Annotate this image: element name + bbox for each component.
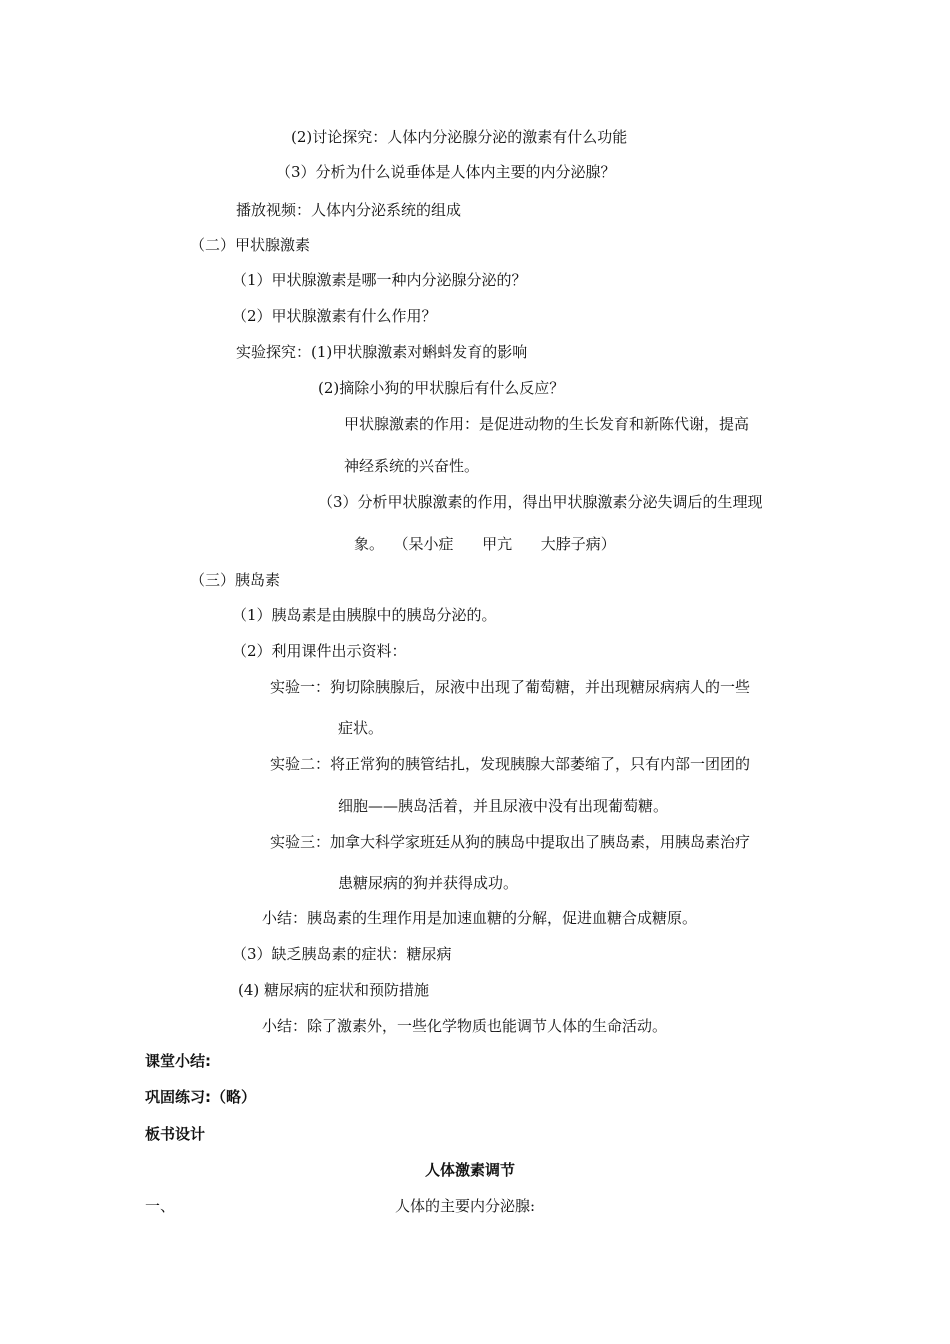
text-line: （2）甲状腺激素有什么作用？ bbox=[232, 307, 437, 325]
section-heading: （三）胰岛素 bbox=[190, 571, 281, 589]
text-line: （2）利用课件出示资料： bbox=[232, 642, 407, 660]
text-line: 象。 （呆小症 甲亢 大脖子病） bbox=[354, 535, 616, 553]
text-line: (2)摘除小狗的甲状腺后有什么反应？ bbox=[318, 379, 565, 397]
text-line: 患糖尿病的狗并获得成功。 bbox=[338, 874, 519, 892]
board-title: 人体激素调节 bbox=[425, 1161, 516, 1179]
text-line: （1）甲状腺激素是哪一种内分泌腺分泌的？ bbox=[232, 271, 527, 289]
text-line: 实验探究：(1)甲状腺激素对蝌蚪发育的影响 bbox=[236, 343, 528, 361]
text-line: 神经系统的兴奋性。 bbox=[344, 457, 480, 475]
text-line: 细胞——胰岛活着，并且尿液中没有出现葡萄糖。 bbox=[338, 797, 669, 815]
text-line: 播放视频：人体内分泌系统的组成 bbox=[236, 201, 462, 219]
text-line: 甲状腺激素的作用：是促进动物的生长发育和新陈代谢，提高 bbox=[344, 415, 750, 433]
heading-class-summary: 课堂小结: bbox=[145, 1052, 211, 1070]
heading-practice: 巩固练习:（略） bbox=[145, 1088, 256, 1106]
text-line: 实验三：加拿大科学家班廷从狗的胰岛中提取出了胰岛素，用胰岛素治疗 bbox=[270, 833, 751, 851]
heading-board-design: 板书设计 bbox=[145, 1125, 206, 1143]
text-line: 小结：除了激素外，一些化学物质也能调节人体的生命活动。 bbox=[262, 1017, 668, 1035]
text-line: 实验一：狗切除胰腺后，尿液中出现了葡萄糖，并出现糖尿病病人的一些 bbox=[270, 678, 751, 696]
text-line: 小结：胰岛素的生理作用是加速血糖的分解，促进血糖合成糖原。 bbox=[262, 909, 698, 927]
text-line: (4) 糖尿病的症状和预防措施 bbox=[238, 981, 430, 999]
text-line: （1）胰岛素是由胰腺中的胰岛分泌的。 bbox=[232, 606, 497, 624]
text-line: （3）缺乏胰岛素的症状：糖尿病 bbox=[232, 945, 452, 963]
text-line: (2)讨论探究：人体内分泌腺分泌的激素有什么功能 bbox=[291, 128, 628, 146]
text-line: （3）分析甲状腺激素的作用，得出甲状腺激素分泌失调后的生理现 bbox=[318, 493, 763, 511]
text-line: 实验二：将正常狗的胰管结扎，发现胰腺大部萎缩了，只有内部一团团的 bbox=[270, 755, 751, 773]
text-line: 一、 bbox=[145, 1197, 176, 1215]
text-line: 症状。 bbox=[338, 719, 384, 737]
text-line: 人体的主要内分泌腺: bbox=[395, 1197, 536, 1215]
text-line: （3）分析为什么说垂体是人体内主要的内分泌腺？ bbox=[276, 163, 616, 181]
section-heading: （二）甲状腺激素 bbox=[190, 236, 311, 254]
